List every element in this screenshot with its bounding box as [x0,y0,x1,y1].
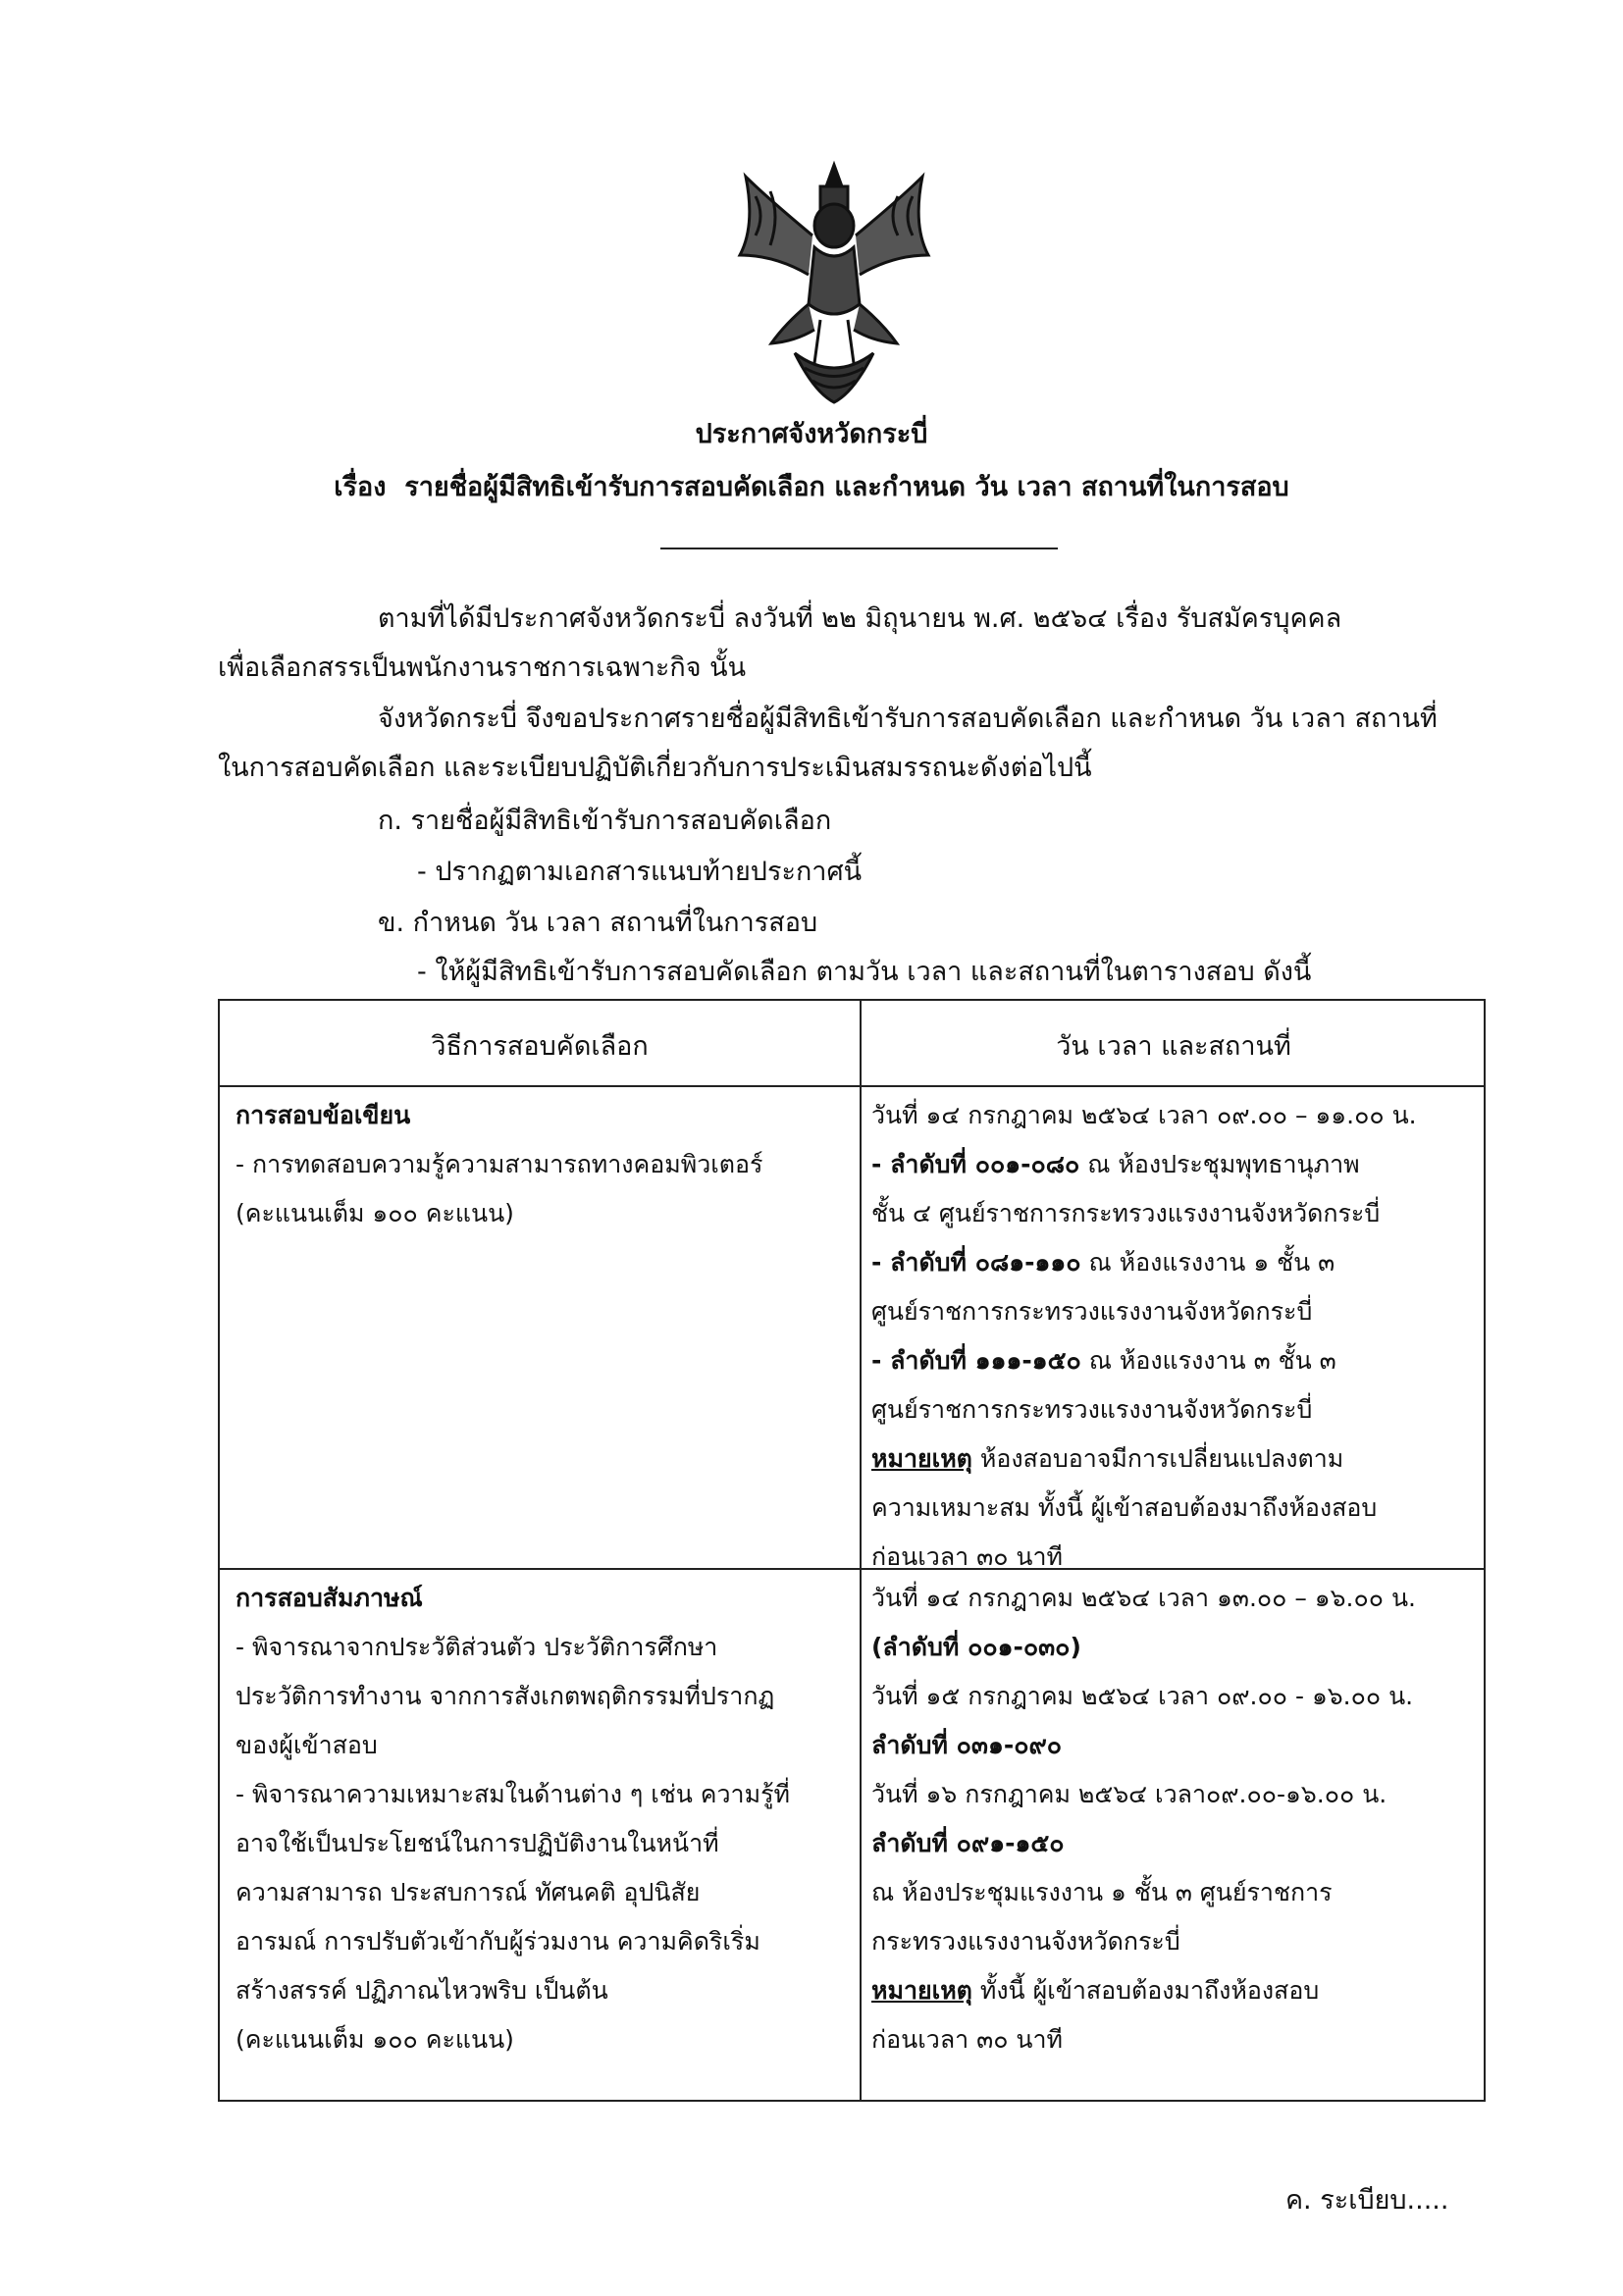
interview-schedule [871,1574,1480,2064]
interview-note-label: หมายเหตุ [871,1976,972,2005]
written-exam-schedule [871,1091,1480,1582]
table-header-divider [220,1085,1484,1087]
written-note [871,1435,1480,1484]
interview-date-1: วันที่ ๑๔ กรกฎาคม ๒๕๖๔ เวลา ๑๓.๐๐ – ๑๖.๐๐ น. [871,1584,1416,1612]
interview-seq-2: ลำดับที่ ๐๓๑-๐๙๐ [871,1731,1063,1759]
interview-line-3: ของผู้เข้าสอบ [236,1731,378,1759]
garuda-emblem-icon [726,157,942,412]
subject-label: เรื่อง [334,472,387,502]
written-exam-score: (คะแนนเต็ม ๑๐๐ คะแนน) [236,1199,514,1227]
item-a: ก. รายชื่อผู้มีสิทธิเข้ารับการสอบคัดเลือก [378,806,832,836]
interview-line-5: อาจใช้เป็นประโยชน์ในการปฏิบัติงานในหน้าที่ [236,1829,719,1857]
written-note-line2: ความเหมาะสม ทั้งนี้ ผู้เข้าสอบต้องมาถึงห้องสอบ [871,1493,1378,1522]
interview-line-2: ประวัติการทำงาน จากการสังเกตพฤติกรรมที่ปรากฏ [236,1682,775,1710]
item-b: ข. กำหนด วัน เวลา สถานที่ในการสอบ [378,908,818,938]
written-exam-desc: - การทดสอบความรู้ความสามารถทางคอมพิวเตอร์ [236,1150,763,1178]
interview-note-line2: ก่อนเวลา ๓๐ นาที [871,2025,1064,2054]
interview-line-8: สร้างสรรค์ ปฏิภาณไหวพริบ เป็นต้น [236,1976,608,2005]
interview-seq-3: ลำดับที่ ๐๙๑-๑๕๐ [871,1829,1065,1857]
written-group-3-place: ศูนย์ราชการกระทรวงแรงงานจังหวัดกระบี่ [871,1395,1313,1424]
interview-note-text: ทั้งนี้ ผู้เข้าสอบต้องมาถึงห้องสอบ [971,1976,1320,2005]
written-group-2-place: ศูนย์ราชการกระทรวงแรงงานจังหวัดกระบี่ [871,1297,1313,1326]
item-b-sub: - ให้ผู้มีสิทธิเข้ารับการสอบคัดเลือก ตามวัน เวลา และสถานที่ในตารางสอบ ดังนี้ [417,957,1312,987]
para2-line1: จังหวัดกระบี่ จึงขอประกาศรายชื่อผู้มีสิทธิเข้ารับการสอบคัดเลือก และกำหนด วัน เวลา สถานที่ [378,704,1438,734]
written-exam-date: วันที่ ๑๔ กรกฎาคม ๒๕๖๔ เวลา ๐๙.๐๐ – ๑๑.๐๐ น. [871,1101,1417,1129]
written-group-1 [871,1140,1480,1189]
written-group-3-room: ณ ห้องแรงงาน ๓ ชั้น ๓ [1080,1346,1336,1375]
interview-line-7: อารมณ์ การปรับตัวเข้ากับผู้ร่วมงาน ความคิดริเริ่ม [236,1927,760,1956]
written-group-1-seq: - ลำดับที่ ๐๐๑-๐๘๐ [871,1150,1080,1178]
interview-title: การสอบสัมภาษณ์ [236,1584,423,1612]
written-group-3 [871,1336,1480,1385]
continuation-marker: ค. ระเบียบ..... [1285,2185,1449,2216]
subject-text: รายชื่อผู้มีสิทธิเข้ารับการสอบคัดเลือก และกำหนด วัน เวลา สถานที่ในการสอบ [404,472,1289,502]
interview-method [236,1574,849,2064]
written-note-line3: ก่อนเวลา ๓๐ นาที [871,1542,1064,1571]
interview-line-4: - พิจารณาความเหมาะสมในด้านต่าง ๆ เช่น ความรู้ที่ [236,1780,790,1808]
written-exam-title: การสอบข้อเขียน [236,1101,411,1129]
written-group-1-room: ณ ห้องประชุมพุทธานุภาพ [1079,1150,1360,1178]
interview-note [871,1966,1480,2015]
interview-place-2: กระทรวงแรงงานจังหวัดกระบี่ [871,1927,1180,1956]
interview-date-3: วันที่ ๑๖ กรกฎาคม ๒๕๖๔ เวลา๐๙.๐๐-๑๖.๐๐ น. [871,1780,1387,1808]
interview-score: (คะแนนเต็ม ๑๐๐ คะแนน) [236,2025,514,2054]
written-note-text: ห้องสอบอาจมีการเปลี่ยนแปลงตาม [971,1444,1344,1473]
column-header-method: วิธีการสอบคัดเลือก [431,1031,649,1062]
para1-line1: ตามที่ได้มีประกาศจังหวัดกระบี่ ลงวันที่ ๒๒ มิถุนายน พ.ศ. ๒๕๖๔ เรื่อง รับสมัครบุคคล [378,603,1342,634]
interview-line-1: - พิจารณาจากประวัติส่วนตัว ประวัติการศึกษา [236,1633,718,1661]
table-column-divider [860,1001,862,2100]
written-note-label: หมายเหตุ [871,1444,972,1473]
title-divider [660,548,1058,549]
interview-date-2: วันที่ ๑๕ กรกฎาคม ๒๕๖๔ เวลา ๐๙.๐๐ - ๑๖.๐๐ น. [871,1682,1414,1710]
interview-place-1: ณ ห้องประชุมแรงงาน ๑ ชั้น ๓ ศูนย์ราชการ [871,1878,1333,1906]
written-group-3-seq: - ลำดับที่ ๑๑๑-๑๕๐ [871,1346,1081,1375]
written-group-2-seq: - ลำดับที่ ๐๘๑-๑๑๐ [871,1248,1081,1277]
announcement-subject [0,465,1623,507]
item-a-sub: - ปรากฏตามเอกสารแนบท้ายประกาศนี้ [417,857,863,887]
interview-seq-1: (ลำดับที่ ๐๐๑-๐๓๐) [871,1633,1081,1661]
written-group-2 [871,1238,1480,1287]
interview-line-6: ความสามารถ ประสบการณ์ ทัศนคติ อุปนิสัย [236,1878,701,1906]
para1-line2: เพื่อเลือกสรรเป็นพนักงานราชการเฉพาะกิจ นั้น [218,652,747,683]
announcement-title: ประกาศจังหวัดกระบี่ [695,419,928,449]
column-header-datetime: วัน เวลา และสถานที่ [1056,1031,1291,1062]
written-exam-method [236,1091,849,1238]
written-group-1-place: ชั้น ๔ ศูนย์ราชการกระทรวงแรงงานจังหวัดกระบี่ [871,1199,1381,1227]
exam-schedule-table [218,999,1486,2102]
written-group-2-room: ณ ห้องแรงงาน ๑ ชั้น ๓ [1080,1248,1335,1277]
para2-line2: ในการสอบคัดเลือก และระเบียบปฏิบัติเกี่ยวกับการประเมินสมรรถนะดังต่อไปนี้ [218,753,1092,783]
